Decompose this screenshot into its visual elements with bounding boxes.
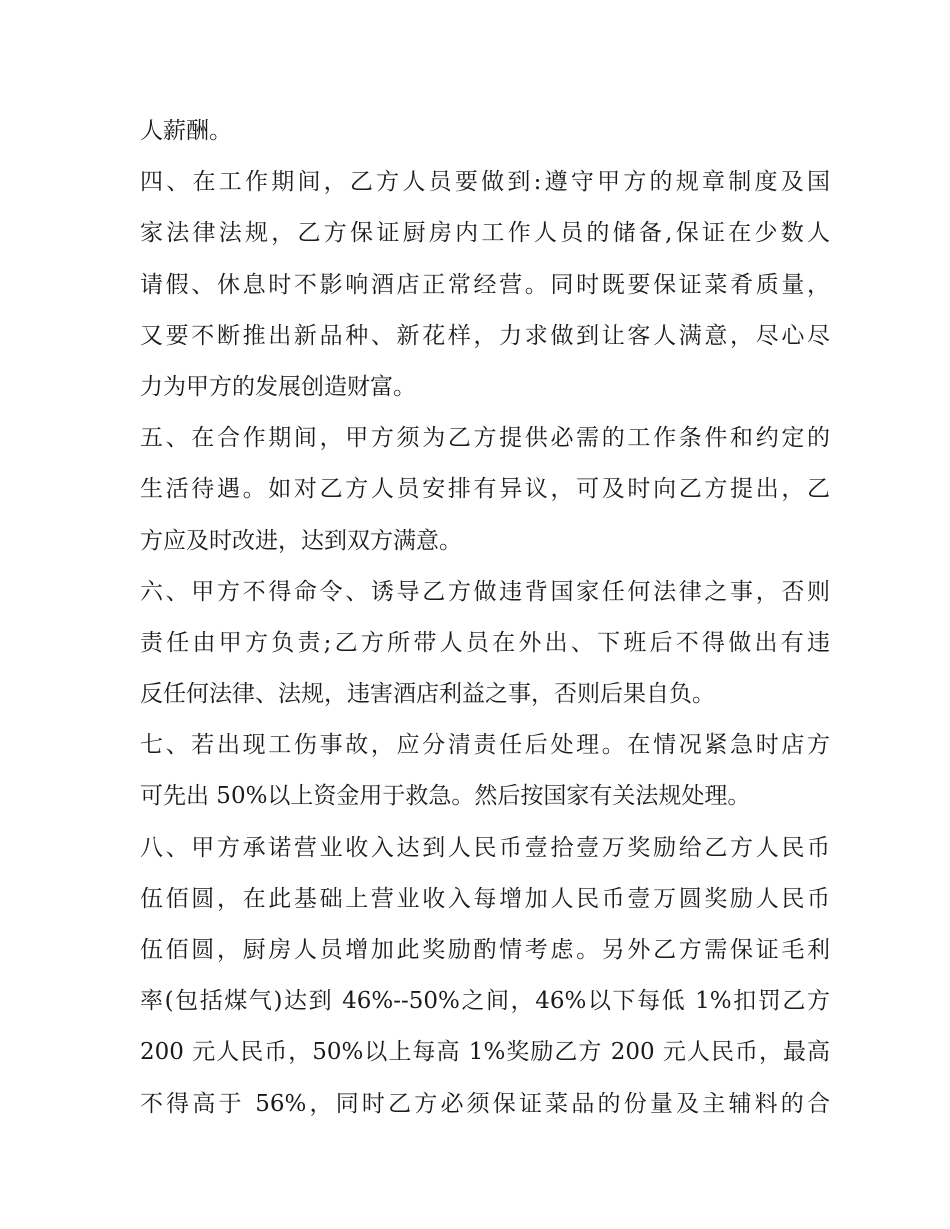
contract-text-body — [140, 106, 830, 1130]
text-line: 四、在工作期间，乙方人员要做到:遵守甲方的规章制度及国 — [140, 169, 830, 196]
text-line: 不得高于 56%，同时乙方必须保证菜品的份量及主辅料的合 — [140, 1090, 830, 1117]
text-line: 力为甲方的发展创造财富。 — [140, 373, 416, 400]
text-line: 方应及时改进，达到双方满意。 — [140, 527, 462, 554]
text-line: 五、在合作期间，甲方须为乙方提供必需的工作条件和约定的 — [140, 425, 830, 452]
text-line: 责任由甲方负责;乙方所带人员在外出、下班后不得做出有违 — [140, 629, 830, 656]
text-line: 七、若出现工伤事故，应分清责任后处理。在情况紧急时店方 — [140, 732, 830, 759]
text-line: 六、甲方不得命令、诱导乙方做违背国家任何法律之事，否则 — [140, 578, 830, 605]
text-line: 八、甲方承诺营业收入达到人民币壹拾壹万奖励给乙方人民币 — [140, 834, 830, 861]
text-line: 生活待遇。如对乙方人员安排有异议，可及时向乙方提出，乙 — [140, 476, 830, 503]
text-line: 200 元人民币，50%以上每高 1%奖励乙方 200 元人民币，最高 — [140, 1039, 830, 1066]
text-line: 又要不断推出新品种、新花样，力求做到让客人满意，尽心尽 — [140, 322, 830, 349]
text-line: 反任何法律、法规，违害酒店利益之事，否则后果自负。 — [140, 681, 715, 708]
text-line: 请假、休息时不影响酒店正常经营。同时既要保证菜肴质量， — [140, 271, 830, 298]
text-line: 可先出 50%以上资金用于救急。然后按国家有关法规处理。 — [140, 783, 751, 810]
text-line: 伍佰圆，厨房人员增加此奖励酌情考虑。另外乙方需保证毛利 — [140, 937, 830, 963]
text-line: 家法律法规，乙方保证厨房内工作人员的储备,保证在少数人 — [140, 220, 830, 247]
text-line: 伍佰圆，在此基础上营业收入每增加人民币壹万圆奖励人民币 — [140, 885, 830, 912]
text-line: 率(包括煤气)达到 46%--50%之间，46%以下每低 1%扣罚乙方 — [140, 988, 830, 1015]
text-line: 人薪酬。 — [140, 118, 232, 144]
